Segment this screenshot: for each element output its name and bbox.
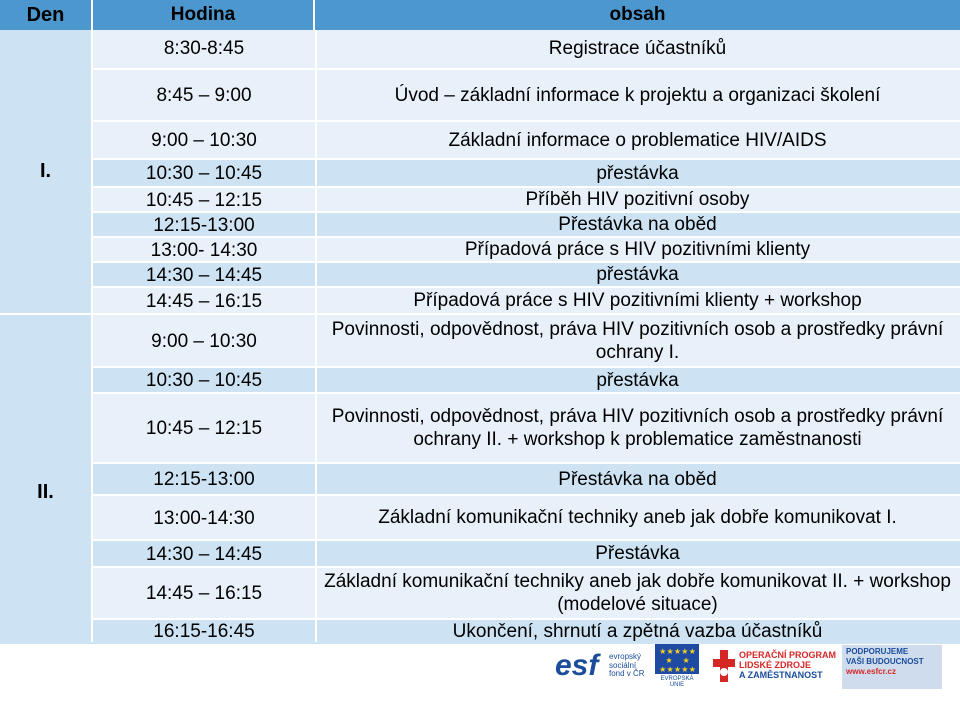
time-cell: 10:45 – 12:15 [145,189,263,211]
header-day: Den [0,0,93,30]
table-row [0,366,960,394]
time-cell: 14:30 – 14:45 [145,264,263,286]
content-cell: Ukončení, shrnutí a zpětná vazba účastníků [452,620,823,642]
time-cell: 14:45 – 16:15 [145,290,263,312]
table-row [0,539,960,568]
time-cell: 14:30 – 14:45 [145,543,263,565]
support-url: www.esfcr.cz [846,667,896,676]
table-row [0,68,960,122]
content-cell: Případová práce s HIV pozitivními klienty + workshop [413,290,862,312]
content-cell: Přestávka na oběd [558,214,717,236]
time-cell: 9:00 – 10:30 [151,330,257,352]
support-logo [842,645,942,689]
header-content: obsah [609,3,666,25]
content-cell: Úvod – základní informace k projektu a organizaci školení [394,84,881,106]
op-line-3: A ZAMĚSTNANOST [739,669,823,680]
content-cell: Povinnosti, odpovědnost, práva HIV pozitivních osob a prostředky právní ochrany I. [331,318,944,363]
table-row [0,211,960,238]
time-cell: 10:45 – 12:15 [145,418,263,439]
eu-flag-icon: ★ ★ ★ ★ ★ ★ ★ ★ ★ ★ ★ ★ [655,644,699,674]
day-cell-2 [0,315,93,642]
time-cell: 8:30-8:45 [163,38,245,59]
day-label: I. [39,160,52,182]
time-cell: 16:15-16:45 [153,621,255,642]
eu-logo: ★ ★ ★ ★ ★ ★ ★ ★ ★ ★ ★ ★ EVROPSKÁ UNIE [655,644,699,688]
time-cell: 12:15-13:00 [153,469,255,490]
content-cell: přestávka [596,369,679,391]
time-cell: 9:00 – 10:30 [151,130,257,151]
day-cell-1 [0,30,93,313]
table-row [0,236,960,263]
esf-logo: esf [555,649,599,682]
op-cross-icon [713,650,735,682]
table-row [0,313,960,368]
support-line-2: VAŠI BUDOUCNOST [846,657,924,666]
content-cell: Případová práce s HIV pozitivními klienty [464,239,811,261]
time-cell: 10:30 – 10:45 [145,163,263,184]
content-cell: přestávka [596,264,679,286]
content-cell: Přestávka na oběd [558,468,717,490]
op-logo [713,650,836,682]
table-header [0,0,960,30]
op-line-2: LIDSKÉ ZDROJE [739,660,812,671]
table-row [0,186,960,213]
content-cell: přestávka [596,162,679,184]
header-hour: Hodina [93,0,315,30]
table-row [0,494,960,541]
table-row [0,566,960,620]
day-label: II. [37,481,54,503]
time-cell: 8:45 – 9:00 [156,85,252,106]
content-cell: Povinnosti, odpovědnost, práva HIV pozitivních osob a prostředky právní ochrany II. + workshop k problematice zaměstnanosti [331,406,944,450]
time-cell: 12:15-13:00 [153,214,255,236]
time-cell: 14:45 – 16:15 [145,583,263,604]
content-cell: Příběh HIV pozitivní osoby [525,189,750,211]
esf-logo-text: evropský sociální fond v ČR [609,652,645,679]
support-line-1: PODPORUJEME [846,647,909,656]
table-row [0,261,960,288]
time-cell: 13:00-14:30 [153,507,255,529]
table-row [0,158,960,188]
column-divider [315,30,317,642]
footer-logos [555,641,836,691]
time-cell: 10:30 – 10:45 [145,370,263,391]
content-cell: Základní informace o problematice HIV/AIDS [448,129,827,151]
table-row [0,120,960,160]
table-row [0,286,960,315]
table-row [0,462,960,496]
op-line-1: OPERAČNÍ PROGRAM [739,650,837,661]
content-cell: Registrace účastníků [548,37,727,59]
content-cell: Základní komunikační techniky aneb jak dobře komunikovat I. [378,507,897,529]
table-row [0,392,960,464]
content-cell: Základní komunikační techniky aneb jak dobře komunikovat II. + workshop (modelové situace) [324,571,951,615]
content-cell: Přestávka [595,543,680,565]
time-cell: 13:00- 14:30 [150,239,258,261]
table-row [0,30,960,68]
